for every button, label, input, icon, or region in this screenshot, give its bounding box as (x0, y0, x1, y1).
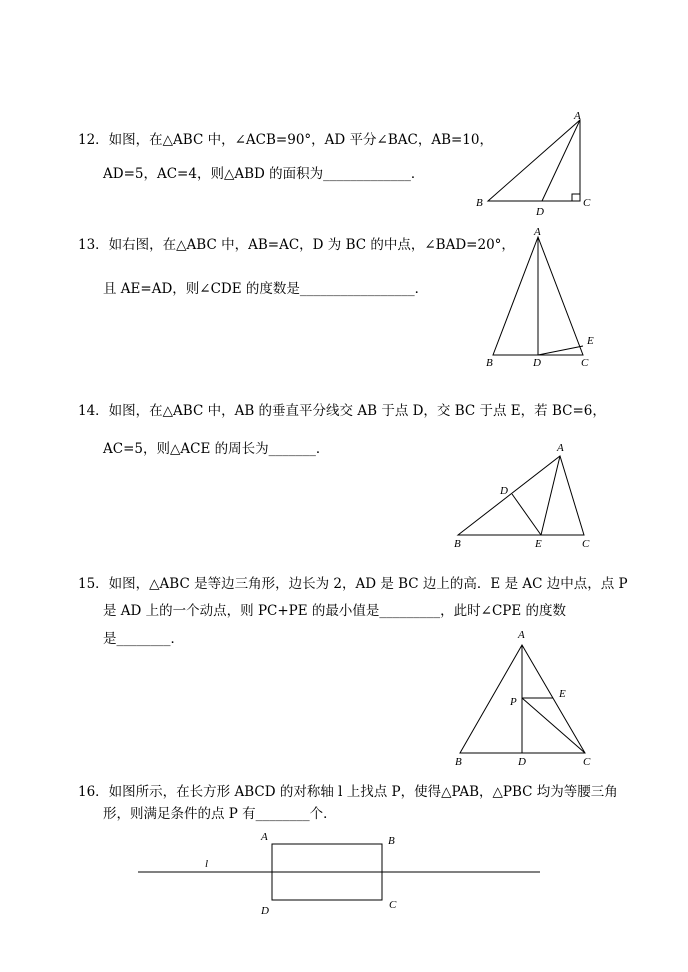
label-b: B (476, 197, 483, 209)
problem-15-line-2: 是 AD 上的一个动点，则 PC+PE 的最小值是_________，此时∠CPE 的度数 (103, 603, 567, 619)
label-d: D (533, 357, 541, 369)
label-a: A (574, 110, 581, 122)
problem-14-line-1: 14．如图，在△ABC 中，AB 的垂直平分线交 AB 于点 D，交 BC 于点 E，若 BC=6， (78, 403, 606, 419)
segment-de (538, 346, 583, 355)
label-a: A (557, 442, 564, 454)
problem-16-line-1: 16．如图所示，在长方形 ABCD 的对称轴 l 上找点 P，使得△PAB，△PBC 均为等腰三角 (78, 784, 618, 800)
label-e: E (559, 688, 566, 700)
problem-12-line-1: 12．如图，在△ABC 中，∠ACB=90°，AD 平分∠BAC，AB=10， (78, 132, 493, 148)
label-b: B (455, 756, 462, 768)
problem-14-line-2: AC=5，则△ACE 的周长为_______． (103, 441, 330, 457)
label-d: D (536, 206, 544, 218)
figure-14 (448, 440, 598, 555)
label-c: C (389, 899, 397, 911)
triangle-abc (488, 120, 580, 201)
figure-16 (130, 828, 550, 920)
segment-de (512, 494, 541, 535)
triangle-abc (458, 456, 584, 535)
label-p: P (510, 696, 517, 708)
label-e: E (535, 538, 542, 550)
label-l: l (205, 858, 209, 870)
right-angle-mark (572, 194, 580, 201)
label-b: B (486, 357, 493, 369)
problem-15-line-3: 是________． (103, 631, 184, 647)
label-d: D (261, 905, 269, 917)
label-a: A (518, 629, 525, 641)
label-a: A (534, 226, 541, 238)
problem-13-line-2: 且 AE=AD，则∠CDE 的度数是_________________． (103, 281, 429, 297)
problem-13-line-1: 13．如右图，在△ABC 中，AB=AC，D 为 BC 的中点，∠BAD=20°， (78, 237, 515, 253)
segment-ad (542, 120, 580, 201)
problem-15-line-1: 15．如图，△ABC 是等边三角形，边长为 2，AD 是 BC 边上的高．E 是 AC 边中点，点 P (78, 576, 628, 592)
label-c: C (583, 197, 591, 209)
segment-ae (541, 456, 560, 535)
label-a: A (261, 831, 268, 843)
label-c: C (581, 357, 589, 369)
label-c: C (583, 756, 591, 768)
segment-pc (522, 698, 585, 753)
label-d: D (518, 756, 526, 768)
label-b: B (454, 538, 461, 550)
label-d: D (500, 485, 508, 497)
problem-16-line-2: 形，则满足条件的点 P 有________个． (103, 806, 337, 822)
label-e: E (587, 335, 594, 347)
label-c: C (582, 538, 590, 550)
figure-13 (480, 222, 600, 372)
label-b: B (388, 835, 395, 847)
problem-12-line-2: AD=5，AC=4，则△ABD 的面积为_____________． (103, 166, 425, 182)
figure-15 (452, 625, 597, 771)
figure-12 (470, 108, 600, 218)
